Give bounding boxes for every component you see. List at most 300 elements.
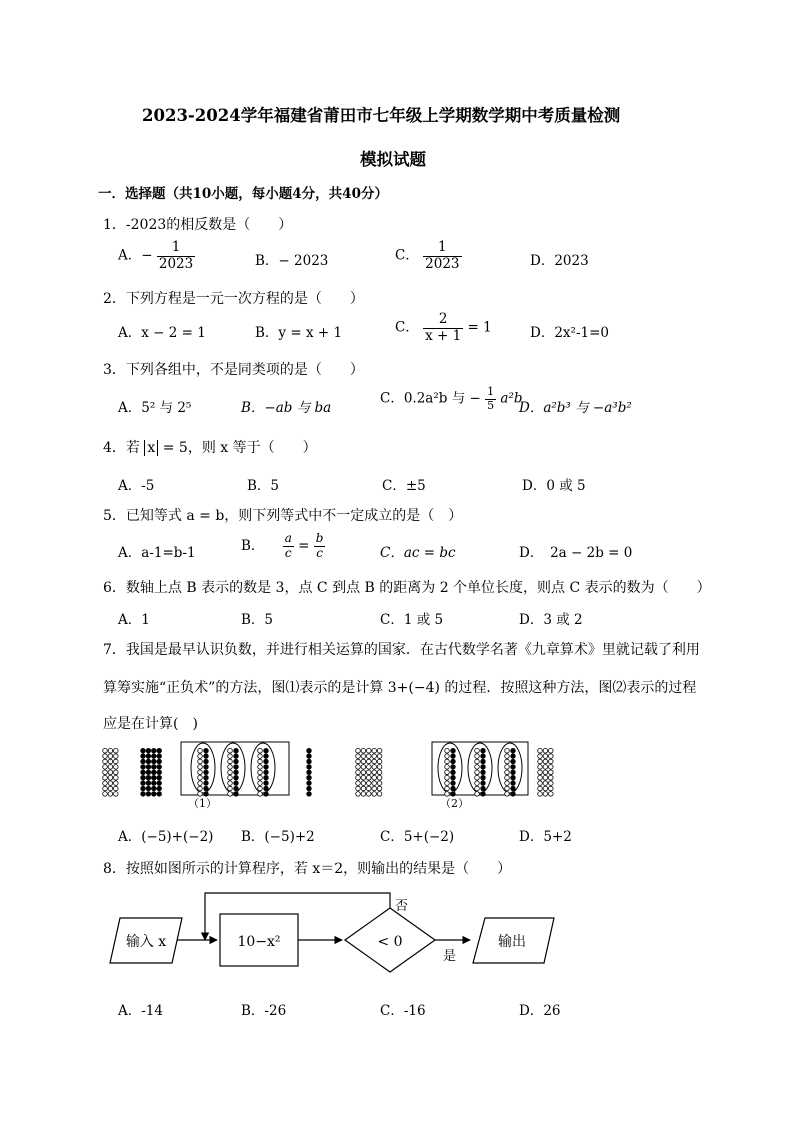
q7-option-b: B．(−5)+2 [241, 829, 315, 845]
rod-bead [372, 781, 377, 786]
rod-bead [511, 781, 516, 786]
rod-bead [152, 748, 157, 753]
rod-bead [481, 775, 486, 780]
figure-2 [356, 742, 553, 796]
rod-bead [505, 754, 510, 759]
rod-bead [258, 770, 263, 775]
rod-bead [146, 775, 151, 780]
q2-option-a: A．x − 2 = 1 [118, 325, 206, 341]
rod-bead [157, 781, 162, 786]
rod-bead [367, 792, 372, 797]
rod-bead [141, 775, 146, 780]
rod-bead [228, 748, 233, 753]
rod-bead [481, 765, 486, 770]
rod-bead [451, 754, 456, 759]
pairing-ellipse [221, 743, 245, 793]
q7-line-1: 7．我国是最早认识负数，并进行相关运算的国家．在古代数学名著《九章算术》里就记载了利用 [103, 642, 700, 658]
rod-bead [204, 748, 209, 753]
rod-bead [549, 781, 554, 786]
rod-bead [481, 770, 486, 775]
rod-bead [372, 775, 377, 780]
q2-option-d: D．2x²-1=0 [530, 325, 609, 341]
rod-bead [152, 792, 157, 797]
flow-condition-text: < 0 [377, 934, 403, 950]
rod-bead [114, 775, 119, 780]
rod-bead [234, 792, 239, 797]
q4-abs-value: x [144, 440, 158, 456]
rod-bead [264, 792, 269, 797]
rod-bead [114, 759, 119, 764]
rod-bead [198, 765, 203, 770]
rod-bead [114, 770, 119, 775]
rod-bead [198, 754, 203, 759]
rod-bead [198, 748, 203, 753]
rod-bead [103, 781, 108, 786]
q5-option-c: C．ac = bc [380, 545, 456, 561]
q3-option-d: D．a²b³ 与 −a³b² [519, 400, 632, 416]
rod-bead [234, 748, 239, 753]
rod-bead [361, 786, 366, 791]
rod-bead [481, 759, 486, 764]
rod-bead [361, 759, 366, 764]
rod-bead [538, 775, 543, 780]
rod-bead [228, 754, 233, 759]
q7-line-2: 算筹实施“正负术”的方法，图⑴表示的是计算 3+(−4) 的过程．按照这种方法，图⑵表示的过程 [103, 680, 697, 696]
rod-bead [152, 765, 157, 770]
rod-bead [258, 792, 263, 797]
q2-c-tail: = 1 [467, 319, 492, 336]
q8-option-a: A．-14 [118, 1003, 163, 1019]
rod-bead [264, 781, 269, 786]
rod-bead [372, 748, 377, 753]
rod-bead [234, 754, 239, 759]
rod-bead [356, 786, 361, 791]
rod-bead [103, 775, 108, 780]
q3-c-tail: a²b [500, 390, 523, 407]
rod-bead [152, 754, 157, 759]
flow-process-text: 10−x² [237, 934, 281, 950]
q5-b-den2: c [316, 545, 323, 560]
pairing-ellipse [468, 743, 492, 793]
rod-bead [152, 781, 157, 786]
rod-bead [204, 781, 209, 786]
rod-bead [228, 786, 233, 791]
rod-bead [475, 781, 480, 786]
q5-option-a: A．a-1=b-1 [118, 545, 196, 561]
rod-bead [451, 748, 456, 753]
rod-bead [141, 781, 146, 786]
q1-a-den: 2023 [158, 255, 194, 272]
rod-bead [114, 748, 119, 753]
rod-bead [258, 786, 263, 791]
rod-bead [511, 765, 516, 770]
rod-bead [377, 748, 382, 753]
rod-bead [152, 759, 157, 764]
q2-stem: 2．下列方程是一元一次方程的是（ ） [103, 291, 364, 307]
rod-bead [538, 754, 543, 759]
rod-bead [511, 792, 516, 797]
rod-bead [451, 770, 456, 775]
q7-option-d: D．5+2 [519, 829, 572, 845]
q3-option-b: B．−ab 与 ba [241, 400, 332, 416]
rod-bead [114, 765, 119, 770]
section-heading: 一．选择题（共10小题，每小题4分，共40分） [98, 186, 388, 202]
rod-bead [356, 792, 361, 797]
rod-bead [141, 765, 146, 770]
rod-bead [108, 759, 113, 764]
rod-bead [198, 775, 203, 780]
rod-bead [228, 770, 233, 775]
rod-bead [445, 775, 450, 780]
rod-bead [445, 770, 450, 775]
q7-option-a: A．(−5)+(−2) [118, 829, 214, 845]
rod-bead [445, 781, 450, 786]
q1-c-fraction [423, 240, 461, 272]
rod-bead [475, 792, 480, 797]
rod-bead [141, 748, 146, 753]
rod-bead [228, 781, 233, 786]
rod-bead [157, 748, 162, 753]
rod-bead [538, 781, 543, 786]
q8-option-d: D．26 [519, 1003, 561, 1019]
q1-option-c [395, 240, 462, 272]
q2-c-label: C． [395, 319, 419, 336]
rod-bead [108, 781, 113, 786]
figure-1-label: （1） [188, 797, 217, 810]
rod-bead [228, 775, 233, 780]
rod-bead [146, 759, 151, 764]
rod-bead [361, 792, 366, 797]
q6-option-a: A．1 [118, 612, 150, 628]
rod-bead [511, 754, 516, 759]
q3-option-a: A．5² 与 2⁵ [118, 400, 192, 416]
rod-bead [538, 770, 543, 775]
rod-bead [152, 786, 157, 791]
rod-bead [258, 775, 263, 780]
rod-bead [549, 754, 554, 759]
rod-bead [228, 765, 233, 770]
q4-option-d: D．0 或 5 [522, 478, 586, 494]
q6-option-b: B．5 [241, 612, 274, 628]
rod-bead [146, 781, 151, 786]
rod-bead [103, 786, 108, 791]
pairing-ellipse [251, 743, 275, 793]
rod-bead [234, 765, 239, 770]
q3-c-label: C．0.2a²b 与 − [380, 390, 481, 407]
rod-bead [549, 765, 554, 770]
q3-c-num: 1 [487, 385, 495, 398]
rod-bead [103, 748, 108, 753]
rod-bead [451, 765, 456, 770]
rod-bead [146, 786, 151, 791]
flow-input-text: 输入 x [125, 934, 167, 950]
rod-bead [367, 786, 372, 791]
q2-c-num: 2 [423, 312, 463, 329]
rod-bead [146, 765, 151, 770]
rod-bead [377, 770, 382, 775]
flowchart [100, 888, 570, 978]
rod-bead [451, 786, 456, 791]
rod-bead [264, 786, 269, 791]
rod-bead [377, 781, 382, 786]
rod-bead [356, 765, 361, 770]
rod-bead [367, 770, 372, 775]
rod-bead [367, 748, 372, 753]
q5-b-frac1 [283, 532, 294, 561]
q1-c-label: C． [395, 247, 419, 264]
rod-bead [198, 759, 203, 764]
rod-bead [258, 759, 263, 764]
rod-bead [549, 775, 554, 780]
pairing-ellipse [191, 743, 215, 793]
rod-bead [307, 792, 312, 797]
rod-bead [114, 781, 119, 786]
rod-bead [108, 775, 113, 780]
flow-no-label: 否 [395, 899, 409, 914]
flow-output-text: 输出 [498, 934, 526, 950]
q1-c-den: 2023 [425, 255, 460, 272]
rod-bead [141, 759, 146, 764]
q4-stem-pre: 4．若 [103, 440, 140, 456]
rod-bead [198, 770, 203, 775]
rod-bead [114, 786, 119, 791]
rod-bead [367, 775, 372, 780]
q5-b-frac2 [314, 532, 326, 561]
rod-bead [367, 754, 372, 759]
q5-b-num2: b [315, 531, 324, 545]
rod-bead [511, 759, 516, 764]
rod-bead [204, 759, 209, 764]
rod-bead [307, 748, 312, 753]
rod-bead [234, 770, 239, 775]
q1-option-d: D．2023 [530, 253, 589, 269]
rod-bead [307, 759, 312, 764]
rod-bead [108, 770, 113, 775]
q5-b-label: B． [241, 537, 265, 554]
rod-bead [372, 754, 377, 759]
rod-bead [307, 765, 312, 770]
rod-bead [307, 754, 312, 759]
title-line-2: 模拟试题 [360, 150, 426, 169]
rod-bead [152, 770, 157, 775]
rod-bead [361, 754, 366, 759]
rod-bead [505, 792, 510, 797]
rod-bead [228, 792, 233, 797]
rod-bead [505, 775, 510, 780]
rod-bead [356, 754, 361, 759]
q5-b-den1: c [284, 545, 292, 560]
rod-bead [264, 759, 269, 764]
rod-bead [264, 754, 269, 759]
rod-bead [538, 792, 543, 797]
rod-bead [481, 748, 486, 753]
rod-bead [543, 792, 548, 797]
rod-bead [511, 748, 516, 753]
rod-bead [234, 759, 239, 764]
rod-bead [103, 765, 108, 770]
rod-bead [549, 759, 554, 764]
rod-bead [445, 759, 450, 764]
rod-bead [451, 759, 456, 764]
rod-bead [445, 754, 450, 759]
q1-option-b: B．− 2023 [255, 253, 329, 269]
rod-bead [157, 759, 162, 764]
rod-bead [367, 781, 372, 786]
q7-option-c: C．5+(−2) [380, 829, 455, 845]
rod-bead [103, 754, 108, 759]
q1-a-fraction [157, 240, 195, 272]
flow-yes-label: 是 [443, 949, 457, 964]
rod-bead [258, 754, 263, 759]
rod-bead [367, 759, 372, 764]
q1-a-num: 1 [157, 240, 195, 257]
rod-bead [505, 765, 510, 770]
rod-bead [549, 770, 554, 775]
rod-bead [234, 775, 239, 780]
rod-bead [146, 748, 151, 753]
rod-bead [372, 786, 377, 791]
rod-bead [549, 792, 554, 797]
rod-bead [108, 765, 113, 770]
rod-bead [481, 792, 486, 797]
q5-b-eq: = [298, 537, 310, 554]
q6-stem: 6．数轴上点 B 表示的数是 3，点 C 到点 B 的距离为 2 个单位长度，则点 C 表示的数为（ ） [103, 580, 711, 596]
rod-bead [549, 786, 554, 791]
rod-bead [538, 759, 543, 764]
rod-bead [108, 754, 113, 759]
rod-bead [511, 775, 516, 780]
rod-bead [103, 770, 108, 775]
rod-bead [475, 786, 480, 791]
rod-bead [228, 759, 233, 764]
rod-bead [538, 748, 543, 753]
rod-bead [543, 759, 548, 764]
rod-bead [481, 754, 486, 759]
rod-bead [141, 792, 146, 797]
rod-bead [361, 770, 366, 775]
rod-bead [146, 754, 151, 759]
rod-bead [141, 770, 146, 775]
rod-bead [234, 781, 239, 786]
rod-bead [204, 770, 209, 775]
rod-bead [204, 786, 209, 791]
q8-option-c: C．-16 [380, 1003, 426, 1019]
rod-bead [258, 765, 263, 770]
rod-bead [377, 792, 382, 797]
rod-bead [234, 786, 239, 791]
rod-bead [543, 781, 548, 786]
rod-bead [361, 781, 366, 786]
q4-option-c: C．±5 [382, 478, 426, 494]
rod-bead [114, 792, 119, 797]
rod-bead [543, 786, 548, 791]
rod-bead [511, 770, 516, 775]
rod-bead [361, 775, 366, 780]
rod-bead [367, 765, 372, 770]
pairing-ellipse [498, 743, 522, 793]
pairing-ellipse [438, 743, 462, 793]
rod-bead [108, 786, 113, 791]
rod-bead [204, 754, 209, 759]
rod-bead [475, 748, 480, 753]
rod-bead [307, 775, 312, 780]
rod-bead [475, 775, 480, 780]
rod-bead [157, 770, 162, 775]
q6-option-c: C．1 或 5 [380, 612, 444, 628]
title-line-1: 2023-2024学年福建省莆田市七年级上学期数学期中考质量检测 [142, 106, 621, 125]
q8-option-b: B．-26 [241, 1003, 287, 1019]
rod-bead [481, 786, 486, 791]
q2-option-c [395, 312, 492, 344]
rod-bead [204, 775, 209, 780]
q1-option-a [118, 240, 195, 272]
q4-stem [103, 437, 317, 457]
q3-stem: 3．下列各组中，不是同类项的是（ ） [103, 362, 364, 378]
rod-bead [377, 759, 382, 764]
rod-bead [258, 781, 263, 786]
rod-bead [543, 765, 548, 770]
q1-a-label: A．− [118, 247, 153, 264]
rod-bead [505, 781, 510, 786]
rod-bead [543, 770, 548, 775]
rod-bead [451, 781, 456, 786]
rod-bead [356, 775, 361, 780]
rod-bead [505, 786, 510, 791]
rod-bead [377, 775, 382, 780]
rod-bead [505, 770, 510, 775]
rod-bead [264, 748, 269, 753]
rod-bead [258, 748, 263, 753]
q1-stem: 1．-2023的相反数是（ ） [103, 217, 293, 233]
q5-stem: 5．已知等式 a = b，则下列等式中不一定成立的是（ ） [103, 508, 463, 524]
rod-bead [361, 748, 366, 753]
rod-bead [372, 770, 377, 775]
rod-bead [146, 792, 151, 797]
rod-bead [505, 759, 510, 764]
rod-bead [481, 781, 486, 786]
rod-bead [543, 748, 548, 753]
figure-1 [103, 742, 312, 796]
rod-bead [356, 770, 361, 775]
rod-bead [141, 754, 146, 759]
rod-bead [475, 765, 480, 770]
rod-bead [157, 792, 162, 797]
q2-c-fraction [423, 312, 463, 344]
rod-bead [307, 770, 312, 775]
rod-bead [475, 770, 480, 775]
rod-bead [543, 775, 548, 780]
rod-bead [445, 748, 450, 753]
rod-bead [377, 765, 382, 770]
rod-bead [152, 775, 157, 780]
q1-c-num: 1 [423, 240, 461, 257]
q5-option-b [241, 532, 325, 561]
rod-bead [445, 786, 450, 791]
rod-bead [204, 765, 209, 770]
rod-bead [141, 786, 146, 791]
figure-2-label: （2） [440, 797, 469, 810]
q3-c-fraction [485, 386, 496, 412]
q4-stem-post: = 5，则 x 等于（ ） [162, 440, 317, 456]
rod-bead [146, 770, 151, 775]
rod-bead [475, 759, 480, 764]
rod-bead [505, 748, 510, 753]
q3-option-c [380, 386, 523, 412]
rod-bead [264, 765, 269, 770]
rod-bead [538, 765, 543, 770]
rod-bead [377, 786, 382, 791]
rod-bead [356, 748, 361, 753]
